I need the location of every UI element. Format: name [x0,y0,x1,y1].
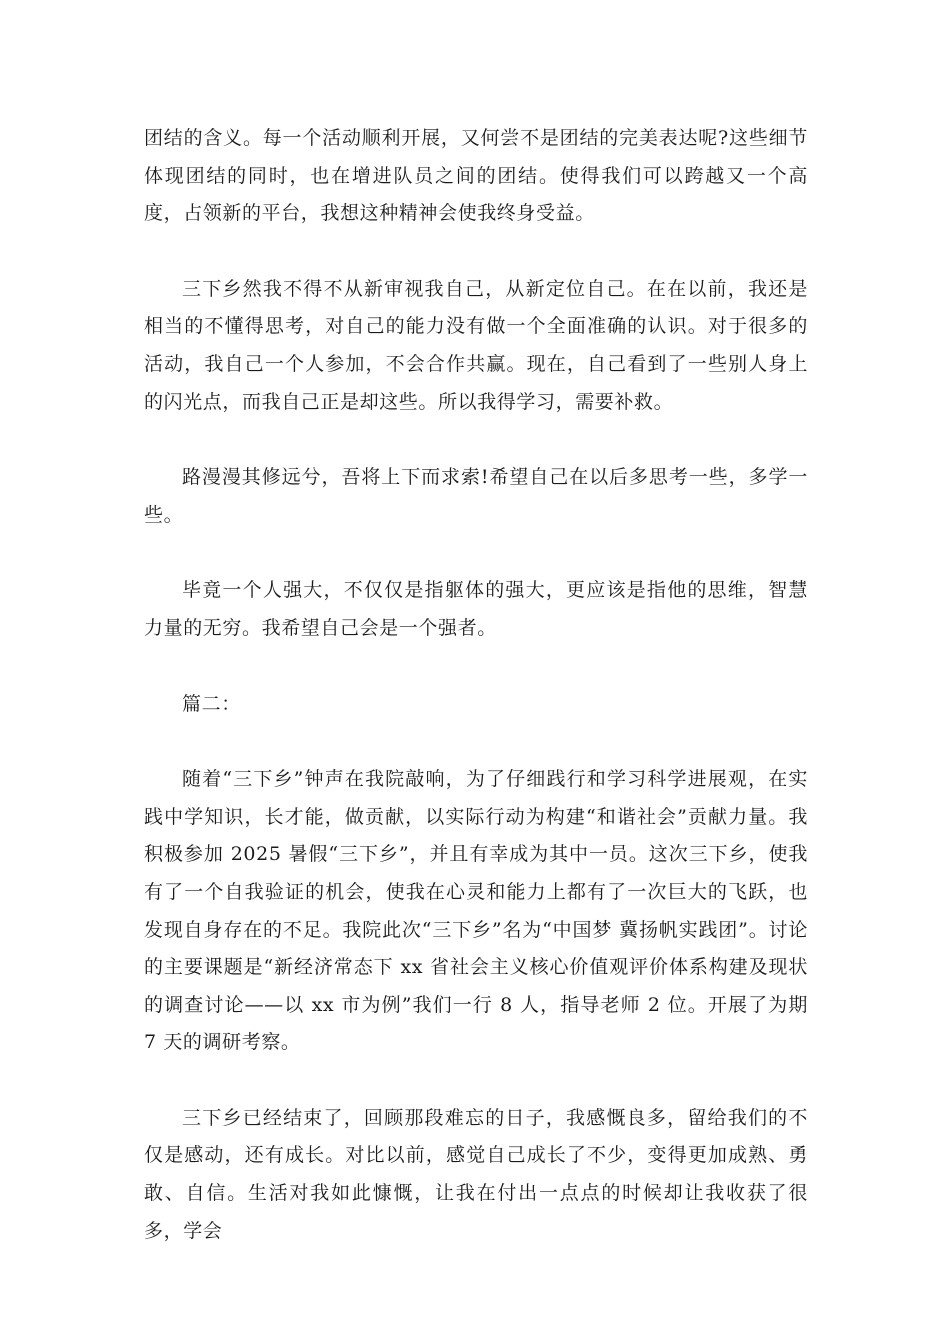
paragraph: 毕竟一个人强大，不仅仅是指躯体的强大，更应该是指他的思维，智慧力量的无穷。我希望自己会是一个强者。 [144,579,808,639]
paragraph: 随着“三下乡”钟声在我院敲响，为了仔细践行和学习科学进展观，在实践中学知识，长才能，做贡献，以实际行动为构建“和谐社会”贡献力量。我积极参加 2025 暑假“三下乡”，并且有幸成为其中一员。这次三下乡，使我有了一个自我验证的机会，使我在心灵和能力上都有了一次巨大的飞跃，也发现自身存在的不足。我院此次“三下乡”名为“中国梦 冀扬帆实践团”。讨论的主要课题是“新经济常态下 xx 省社会主义核心价值观评价体系构建及现状的调查讨论——以 xx 市为例”我们一行 8 人，指导老师 2 位。开展了为期 7 天的调研考察。 [144,768,808,1054]
document-body [144,120,808,1288]
section-heading: 篇二： [182,692,241,715]
paragraph: 三下乡已经结束了，回顾那段难忘的日子，我感慨良多，留给我们的不仅是感动，还有成长。对比以前，感觉自己成长了不少，变得更加成熟、勇敢、自信。生活对我如此慷慨，让我在付出一点点的时候却让我收获了很多，学会 [144,1106,808,1242]
paragraph-continuation: 团结的含义。每一个活动顺利开展，又何尝不是团结的完美表达呢?这些细节体现团结的同时，也在增进队员之间的团结。使得我们可以跨越又一个高度，占领新的平台，我想这种精神会使我终身受益。 [144,127,808,225]
paragraph: 路漫漫其修远兮，吾将上下而求索!希望自己在以后多思考一些，多学一些。 [144,466,808,526]
paragraph: 三下乡然我不得不从新审视我自己，从新定位自己。在在以前，我还是相当的不懂得思考，对自己的能力没有做一个全面准确的认识。对于很多的活动，我自己一个人参加，不会合作共赢。现在，自己看到了一些别人身上的闪光点，而我自己正是却这些。所以我得学习，需要补救。 [144,277,808,413]
